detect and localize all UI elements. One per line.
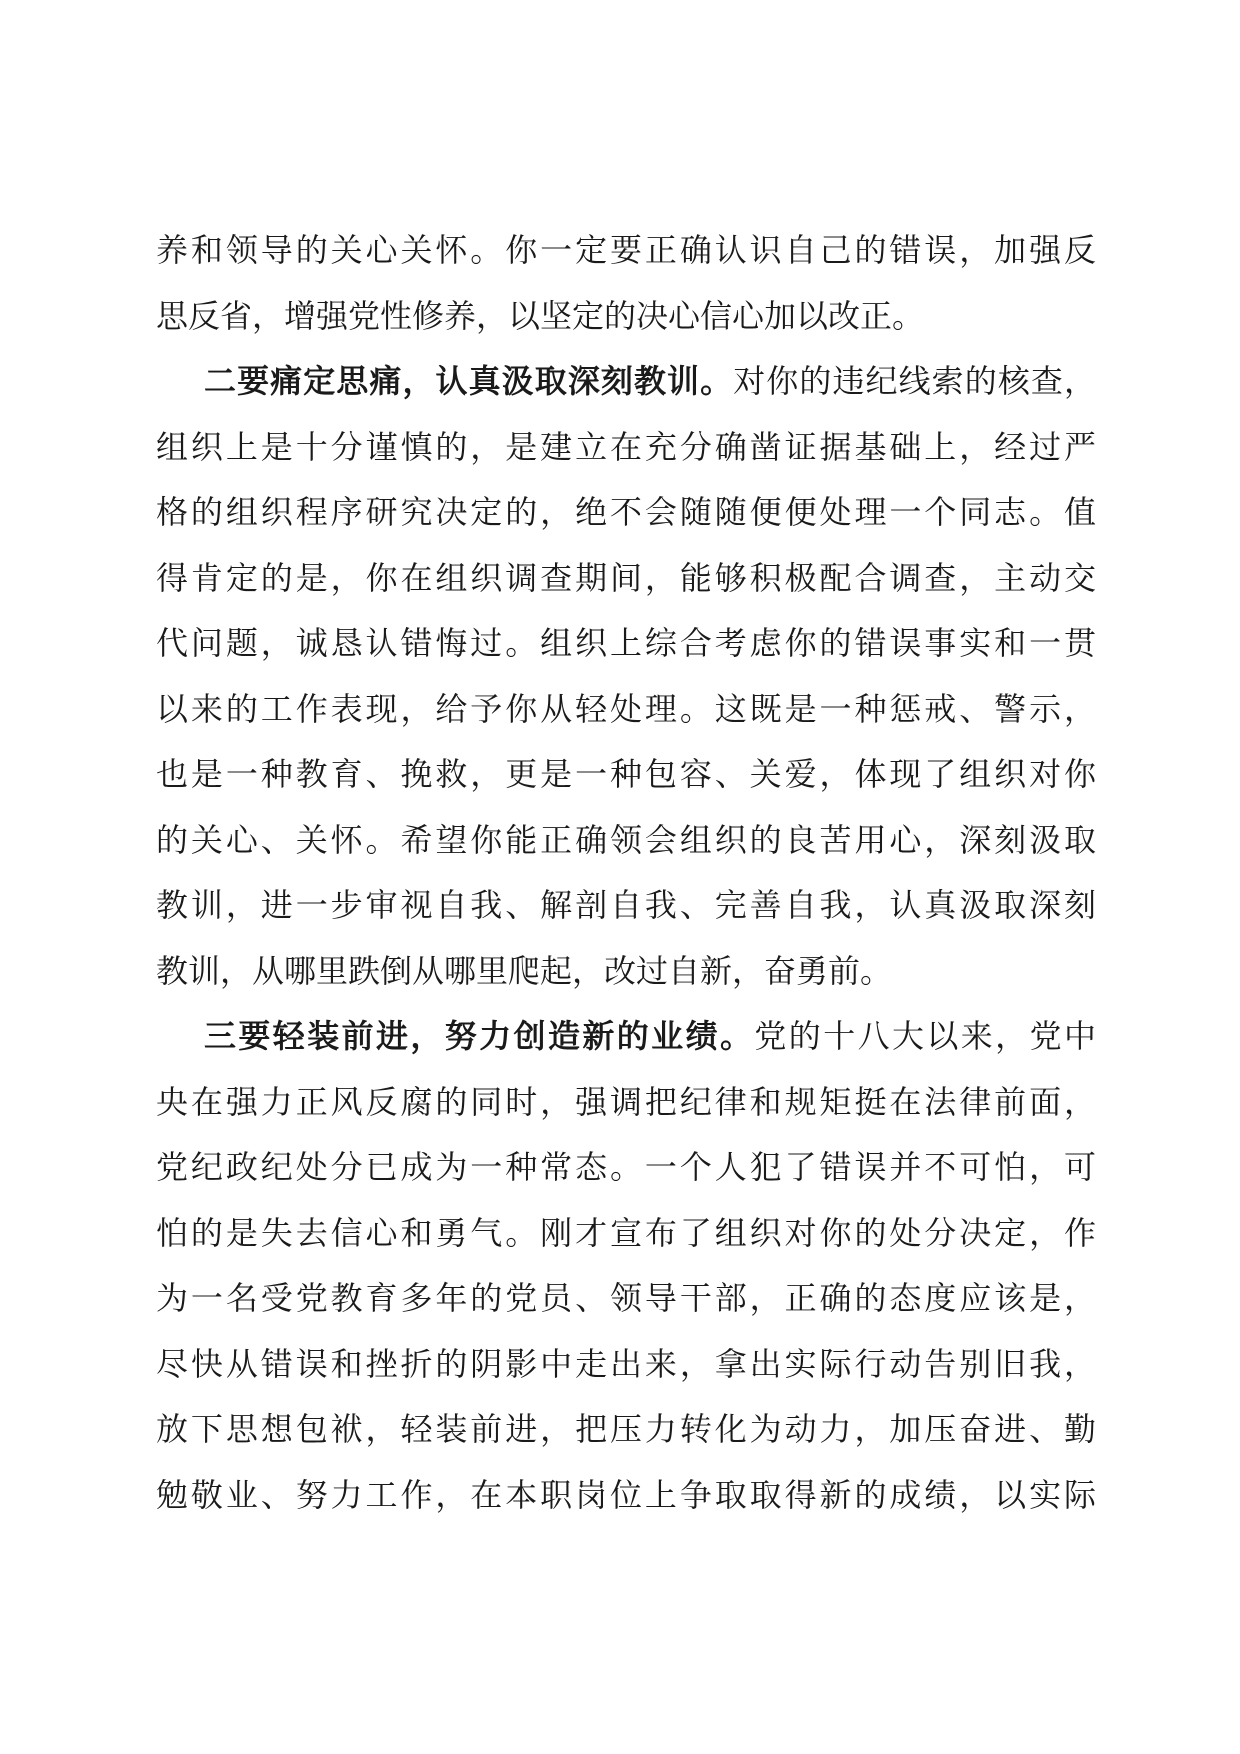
- text-line: 党纪政纪处分已成为一种常态。一个人犯了错误并不可怕，可: [156, 1148, 1096, 1186]
- paragraph-first-line: [156, 349, 1096, 415]
- section-heading: 二要痛定思痛，认真汲取深刻教训。: [204, 362, 734, 400]
- text-line: 的关心、关怀。希望你能正确领会组织的良苦用心，深刻汲取: [156, 820, 1096, 859]
- section-heading: 三要轻装前进，努力创造新的业绩。: [204, 1017, 755, 1055]
- document-body: [156, 218, 1096, 1528]
- text-line: 格的组织程序研究决定的，绝不会随随便便处理一个同志。值: [156, 493, 1096, 531]
- text-line: 以来的工作表现，给予你从轻处理。这既是一种惩戒、警示，: [156, 689, 1096, 728]
- text-line: 也是一种教育、挽救，更是一种包容、关爱，体现了组织对你: [156, 755, 1096, 793]
- text-line: 尽快从错误和挫折的阴影中走出来，拿出实际行动告别旧我，: [156, 1344, 1096, 1383]
- text-line: 教训，进一步审视自我、解剖自我、完善自我，认真汲取深刻: [156, 886, 1096, 924]
- text-line: 怕的是失去信心和勇气。刚才宣布了组织对你的处分决定，作: [156, 1213, 1096, 1252]
- text-line: 得肯定的是，你在组织调查期间，能够积极配合调查，主动交: [156, 558, 1096, 597]
- text-line: 养和领导的关心关怀。你一定要正确认识自己的错误，加强反: [156, 231, 1096, 269]
- text-line: 教训，从哪里跌倒从哪里爬起，改过自新，奋勇前。: [156, 951, 893, 990]
- text-run: 党的十八大以来，党中: [754, 1017, 1096, 1055]
- text-line: 为一名受党教育多年的党员、领导干部，正确的态度应该是，: [156, 1279, 1096, 1317]
- paragraph-first-line: [156, 1004, 1096, 1070]
- text-line: 代问题，诚恳认错悔过。组织上综合考虑你的错误事实和一贯: [156, 624, 1096, 662]
- text-run: 对你的违纪线索的核查，: [733, 362, 1096, 400]
- text-line: 央在强力正风反腐的同时，强调把纪律和规矩挺在法律前面，: [156, 1082, 1096, 1121]
- text-line: 组织上是十分谨慎的，是建立在充分确凿证据基础上，经过严: [156, 427, 1096, 466]
- text-line: 思反省，增强党性修养，以坚定的决心信心加以改正。: [156, 296, 925, 335]
- text-line: 放下思想包袱，轻装前进，把压力转化为动力，加压奋进、勤: [156, 1410, 1096, 1448]
- text-line: 勉敬业、努力工作，在本职岗位上争取取得新的成绩，以实际: [156, 1475, 1096, 1514]
